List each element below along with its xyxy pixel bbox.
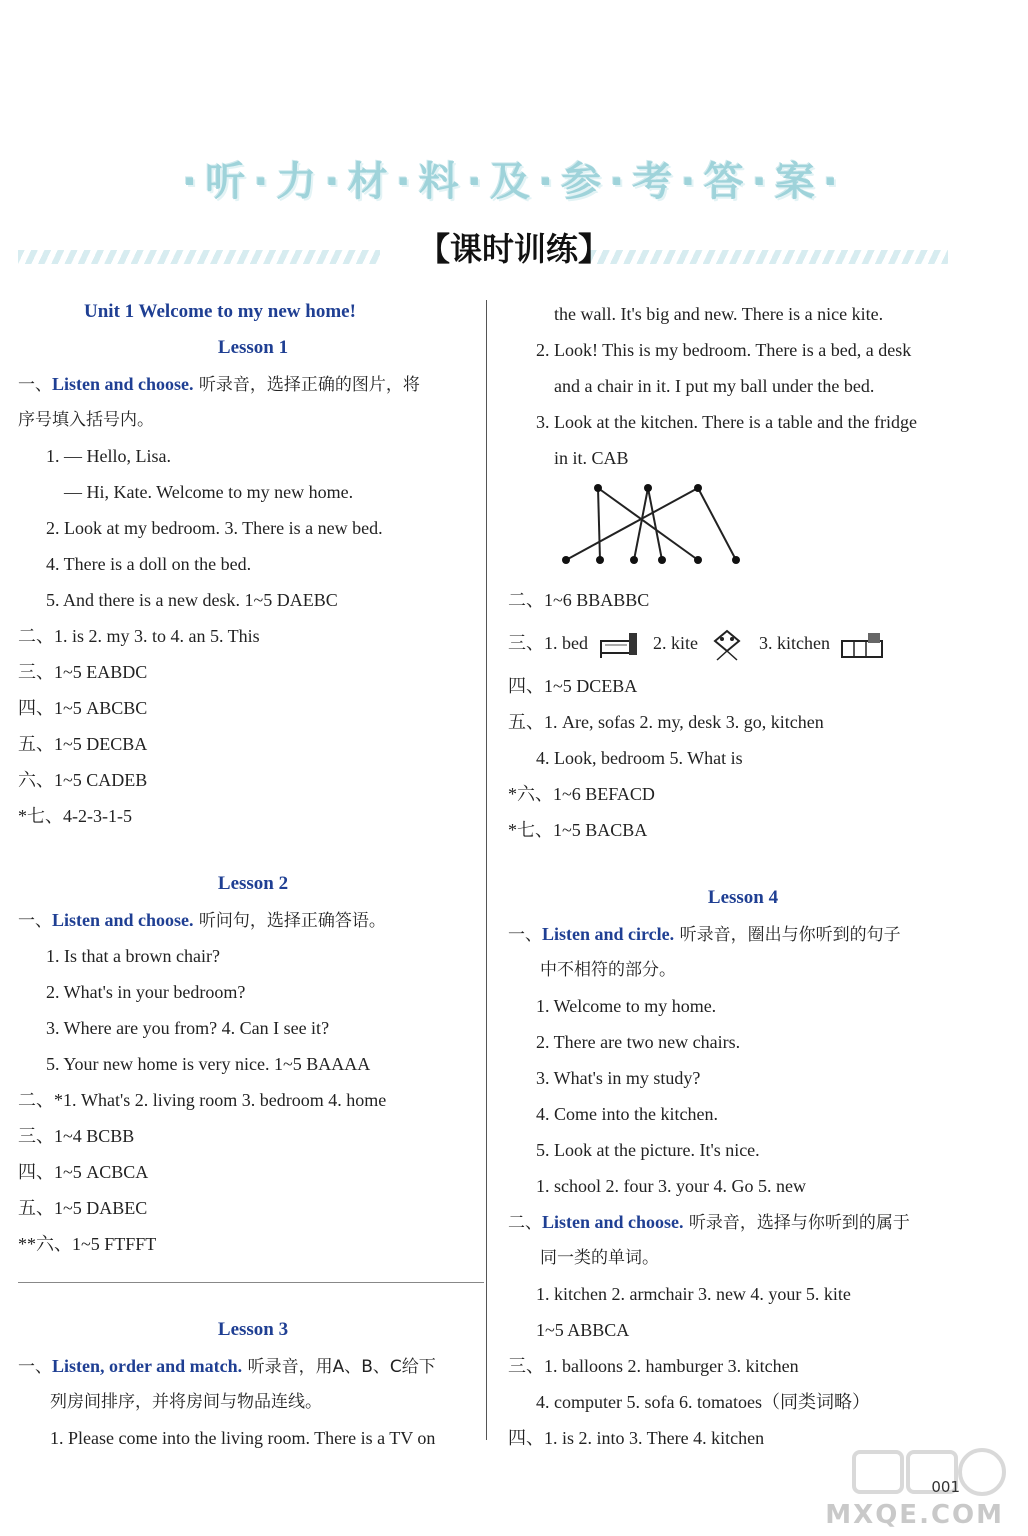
- match-line: [598, 488, 698, 560]
- script-line: 5. And there is a new desk. 1~5 DAEBC: [46, 590, 338, 610]
- page-number: 001: [931, 1478, 960, 1496]
- answer-line: 1. school 2. four 3. your 4. Go 5. new: [536, 1176, 806, 1196]
- lesson-4-question-1: [508, 916, 978, 952]
- answer-line: *七、1~5 BACBA: [508, 820, 648, 840]
- answer-line: 五、1. Are, sofas 2. my, desk 3. go, kitchen: [508, 712, 824, 732]
- q-instruction-cn-cont: 列房间排序，并将房间与物品连线。: [50, 1392, 322, 1412]
- script-line: 2. Look at my bedroom. 3. There is a new bed.: [46, 518, 383, 538]
- match-dot: [658, 556, 666, 564]
- q-instruction-cn: 听录音，圈出与你听到的句子: [674, 925, 901, 945]
- script-line: 2. There are two new chairs.: [536, 1032, 741, 1052]
- answer-line: 二、1~6 BBABBC: [508, 590, 650, 610]
- kite-icon: [709, 629, 745, 661]
- match-line: [698, 488, 736, 560]
- answer-kitchen: 3. kitchen: [759, 633, 830, 653]
- matching-diagram: [548, 478, 748, 578]
- script-line: 5. Look at the picture. It's nice.: [536, 1140, 760, 1160]
- answer-line: 三、1~5 EABDC: [18, 662, 148, 682]
- lesson-1-question-1: [18, 366, 488, 402]
- q-instruction-en: Listen and circle.: [542, 924, 675, 944]
- script-line: 3. What's in my study?: [536, 1068, 701, 1088]
- lesson-2-question-1: [18, 902, 488, 938]
- match-line: [634, 488, 648, 560]
- script-line: 1. Welcome to my home.: [536, 996, 717, 1016]
- answer-line: 4. computer 5. sofa 6. tomatoes（同类词略）: [536, 1392, 870, 1412]
- answer-line: 四、1~5 DCEBA: [508, 676, 638, 696]
- script-line: 1. — Hello, Lisa.: [46, 446, 171, 466]
- banner-title: ·听·力·材·料·及·参·考·答·案·: [182, 159, 846, 205]
- answer-line: **六、1~5 FTFFT: [18, 1234, 157, 1254]
- script-line: in it. CAB: [554, 448, 629, 468]
- q-num: 二、: [508, 1213, 542, 1233]
- q-instruction-cn: 听录音，用A、B、C给下: [242, 1357, 436, 1377]
- answer-line: 四、1~5 ABCBC: [18, 698, 148, 718]
- script-line: and a chair in it. I put my ball under the bed.: [554, 376, 875, 396]
- script-line: 3. Where are you from? 4. Can I see it?: [46, 1018, 330, 1038]
- right-column: [508, 296, 978, 1456]
- match-line: [598, 488, 600, 560]
- banner: [0, 150, 1028, 207]
- match-dot: [562, 556, 570, 564]
- answer-line-pictures: [508, 618, 978, 668]
- q-instruction-en: Listen and choose.: [542, 1212, 684, 1232]
- bed-icon: [599, 631, 639, 659]
- answer-line: 五、1~5 DABEC: [18, 1198, 148, 1218]
- match-dot: [594, 484, 602, 492]
- match-dot: [630, 556, 638, 564]
- q-instruction-cn-cont: 中不相符的部分。: [540, 960, 676, 980]
- script-line: 1. kitchen 2. armchair 3. new 4. your 5. kite: [536, 1284, 851, 1304]
- answer-line: 四、1~5 ACBCA: [18, 1162, 149, 1182]
- lesson-4-title: Lesson 4: [707, 887, 779, 908]
- answer-bed: 三、1. bed: [508, 633, 588, 653]
- q-instruction-cn: 听问句，选择正确答语。: [193, 911, 386, 931]
- q-instruction-cn: 听录音，选择与你听到的属于: [683, 1213, 910, 1233]
- lesson-4-question-2: [508, 1204, 978, 1240]
- match-dot: [694, 484, 702, 492]
- q-instruction-en: Listen and choose.: [52, 374, 194, 394]
- watermark-text: MXQE.COM: [825, 1500, 1004, 1530]
- script-line: — Hi, Kate. Welcome to my new home.: [64, 482, 354, 502]
- answer-kite: 2. kite: [653, 633, 698, 653]
- left-column: [18, 294, 488, 1456]
- answer-line: 六、1~5 CADEB: [18, 770, 148, 790]
- answer-line: 二、*1. What's 2. living room 3. bedroom 4. home: [18, 1090, 387, 1110]
- lesson-3-question-1: [18, 1348, 488, 1384]
- q-instruction-cn: 听录音，选择正确的图片，将: [193, 375, 420, 395]
- q-num: 一、: [18, 911, 52, 931]
- match-dot: [644, 484, 652, 492]
- script-line: 4. There is a doll on the bed.: [46, 554, 252, 574]
- q-instruction-en: Listen and choose.: [52, 910, 194, 930]
- answer-line: 4. Look, bedroom 5. What is: [536, 748, 743, 768]
- script-line: the wall. It's big and new. There is a nice kite.: [554, 304, 884, 324]
- q-num: 一、: [508, 925, 542, 945]
- lesson-1-title: Lesson 1: [217, 337, 289, 358]
- answer-line: 三、1. balloons 2. hamburger 3. kitchen: [508, 1356, 799, 1376]
- answer-line: 二、1. is 2. my 3. to 4. an 5. This: [18, 626, 260, 646]
- answer-line: *六、1~6 BEFACD: [508, 784, 655, 804]
- q-instruction-cn-cont: 同一类的单词。: [540, 1248, 659, 1268]
- match-dot: [732, 556, 740, 564]
- lesson-3-title: Lesson 3: [217, 1319, 289, 1340]
- unit-title: Unit 1 Welcome to my new home!: [84, 301, 356, 322]
- section-title: 【课时训练】: [417, 230, 610, 268]
- lesson-2-title: Lesson 2: [217, 873, 289, 894]
- q-instruction-en: Listen, order and match.: [52, 1356, 243, 1376]
- script-line: 1. Is that a brown chair?: [46, 946, 220, 966]
- q-num: 一、: [18, 375, 52, 395]
- match-line: [648, 488, 662, 560]
- match-line: [566, 488, 698, 560]
- q-num: 一、: [18, 1357, 52, 1377]
- script-line: 1. Please come into the living room. There is a TV on: [50, 1428, 436, 1448]
- answer-line: *七、4-2-3-1-5: [18, 806, 132, 826]
- match-dot: [694, 556, 702, 564]
- script-line: 4. Come into the kitchen.: [536, 1104, 718, 1124]
- script-line: 5. Your new home is very nice. 1~5 BAAAA: [46, 1054, 371, 1074]
- answer-line: 四、1. is 2. into 3. There 4. kitchen: [508, 1428, 765, 1448]
- script-line: 2. Look! This is my bedroom. There is a bed, a desk: [536, 340, 912, 360]
- script-line: 3. Look at the kitchen. There is a table and the fridge: [536, 412, 918, 432]
- answer-line: 三、1~4 BCBB: [18, 1126, 135, 1146]
- script-line: 2. What's in your bedroom?: [46, 982, 246, 1002]
- answer-line: 五、1~5 DECBA: [18, 734, 148, 754]
- q-instruction-cn-cont: 序号填入括号内。: [18, 410, 154, 430]
- match-dot: [596, 556, 604, 564]
- answer-line: 1~5 ABBCA: [536, 1320, 630, 1340]
- kitchen-icon: [840, 631, 886, 659]
